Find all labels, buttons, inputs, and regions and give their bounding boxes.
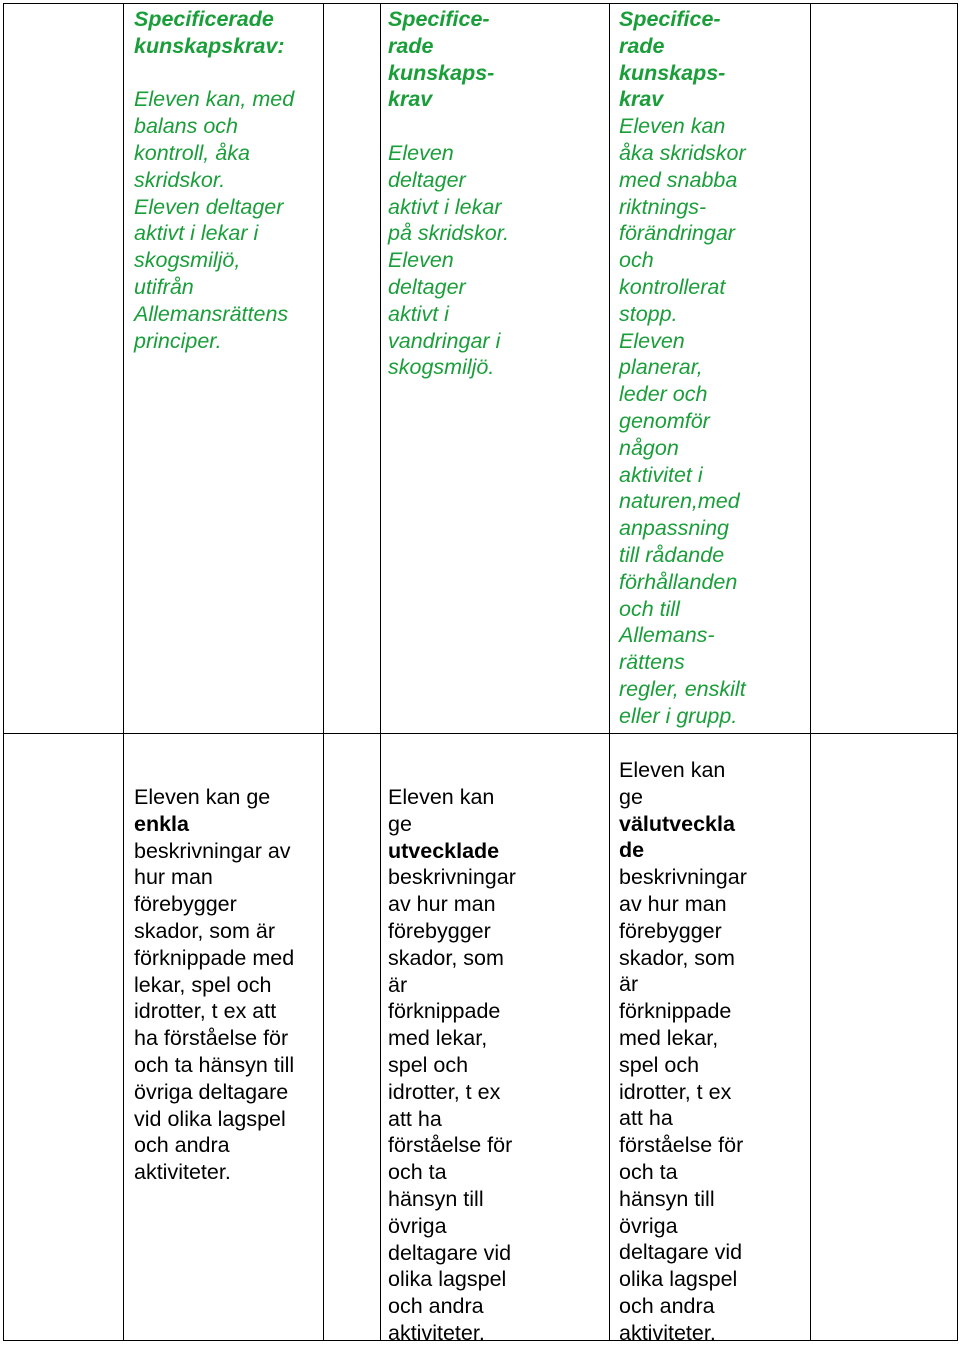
grade-keyword: välutveckla de: [619, 811, 735, 863]
cell-row2-col3: [610, 734, 811, 1345]
criteria-body: Eleven deltager aktivt i lekar på skridskor. Eleven deltager aktivt i vandringar i skogsmiljö.: [388, 140, 510, 380]
empty-cell: [4, 4, 124, 734]
criteria-body: Eleven kan, med balans och kontroll, åka skridskor. Eleven deltager aktivt i lekar i skogsmiljö, utifrån Allemansrättens principer.: [134, 87, 295, 353]
criteria-text: Eleven kan ge välutveckla de beskrivningar av hur man förebygger skador, som är förknippade med lekar, spel och idrotter, t ex att ha förståelse för och ta hänsyn till övriga deltagare vid olika lagspel och andra aktiviteter.: [619, 758, 747, 1345]
criteria-body: Eleven kan åka skridskor med snabba riktnings- förändringar och kontrollerat stopp. Eleven planerar, leder och genomför någon aktivitet i naturen,med anpassning till rådande förhållanden och till Allemans- rättens regler, enskilt eller i grupp.: [619, 114, 746, 728]
criteria-text: [134, 6, 294, 354]
criteria-text: [388, 6, 509, 381]
criteria-text: [619, 6, 746, 730]
grade-keyword: enkla: [134, 811, 189, 836]
cell-row2-col1: [124, 734, 324, 1341]
empty-cell: [811, 734, 958, 1341]
empty-cell: [324, 4, 381, 734]
empty-cell: [811, 4, 958, 734]
cell-row1-col1: [124, 4, 324, 734]
criteria-heading: Specifice- rade kunskaps- krav: [388, 7, 495, 112]
grade-keyword: utvecklade: [388, 838, 500, 863]
criteria-heading: Specifice- rade kunskaps- krav: [619, 7, 726, 112]
kunskapskrav-table: [3, 3, 958, 1345]
cell-row1-col2: [381, 4, 610, 734]
criteria-text: Eleven kan ge enkla beskrivningar av hur man förebygger skador, som är förknippade med lekar, spel och idrotter, t ex att ha förståelse för och ta hänsyn till övriga deltagare vid olika lagspel och andra aktiviteter.: [134, 785, 295, 1185]
cell-row2-col2: [381, 734, 610, 1345]
table-row: [4, 734, 958, 1341]
cell-row1-col3: [610, 4, 811, 734]
table-row: [4, 4, 958, 734]
empty-cell: [324, 734, 381, 1341]
criteria-heading: Specificerade kunskapskrav:: [134, 7, 285, 58]
criteria-text: Eleven kan ge utvecklade beskrivningar av hur man förebygger skador, som är förknippade med lekar, spel och idrotter, t ex att ha förståelse för och ta hänsyn till övriga deltagare vid olika lagspel och andra aktiviteter.: [388, 785, 516, 1345]
empty-cell: [4, 734, 124, 1341]
